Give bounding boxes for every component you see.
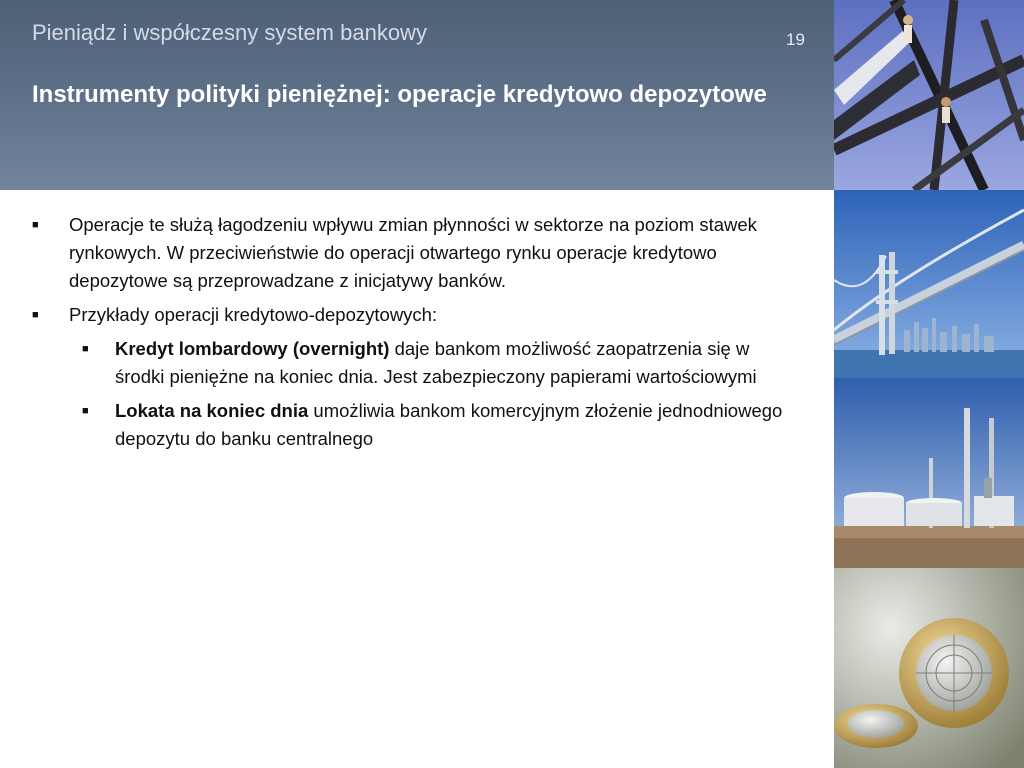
photo-strip	[834, 0, 1024, 768]
square-bullet-icon: ■	[82, 343, 89, 355]
slide-title: Instrumenty polityki pieniężnej: operacje kredytowo depozytowe	[32, 81, 767, 108]
slide-header	[0, 0, 834, 190]
coins-photo	[834, 568, 1024, 768]
page-number: 19	[786, 30, 805, 49]
refinery-photo	[834, 378, 1024, 568]
construction-workers-photo	[834, 0, 1024, 190]
sub-list-item	[32, 335, 802, 391]
course-title: Pieniądz i współczesny system bankowy	[32, 20, 427, 45]
square-bullet-icon: ■	[82, 405, 89, 417]
suspension-bridge-photo	[834, 190, 1024, 378]
list-item	[32, 301, 802, 329]
bullet-text: Operacje te służą łagodzeniu wpływu zmian płynności w sektorze na poziom stawek rynkowych. W przeciwieństwie do operacji otwartego rynku operacje kredytowo depozytowe są przeprowadzane z inicjatywy banków.	[69, 214, 757, 291]
sub-list-item	[32, 397, 802, 453]
term-end-of-day-deposit: Lokata na koniec dnia	[115, 400, 309, 421]
sub-bullet-text: daje bankom możliwość zaopatrzenia się w środki pieniężne na koniec dnia. Jest zabezpieczony papierami wartościowymi	[115, 338, 757, 387]
sub-bullet-text: umożliwia bankom komercyjnym złożenie jednodniowego depozytu do banku centralnego	[115, 400, 783, 449]
term-lombard-credit: Kredyt lombardowy (overnight)	[115, 338, 390, 359]
square-bullet-icon: ■	[32, 309, 39, 321]
square-bullet-icon: ■	[32, 219, 39, 231]
slide-body	[32, 211, 802, 459]
list-item	[32, 211, 802, 295]
bullet-text: Przykłady operacji kredytowo-depozytowych:	[69, 304, 438, 325]
